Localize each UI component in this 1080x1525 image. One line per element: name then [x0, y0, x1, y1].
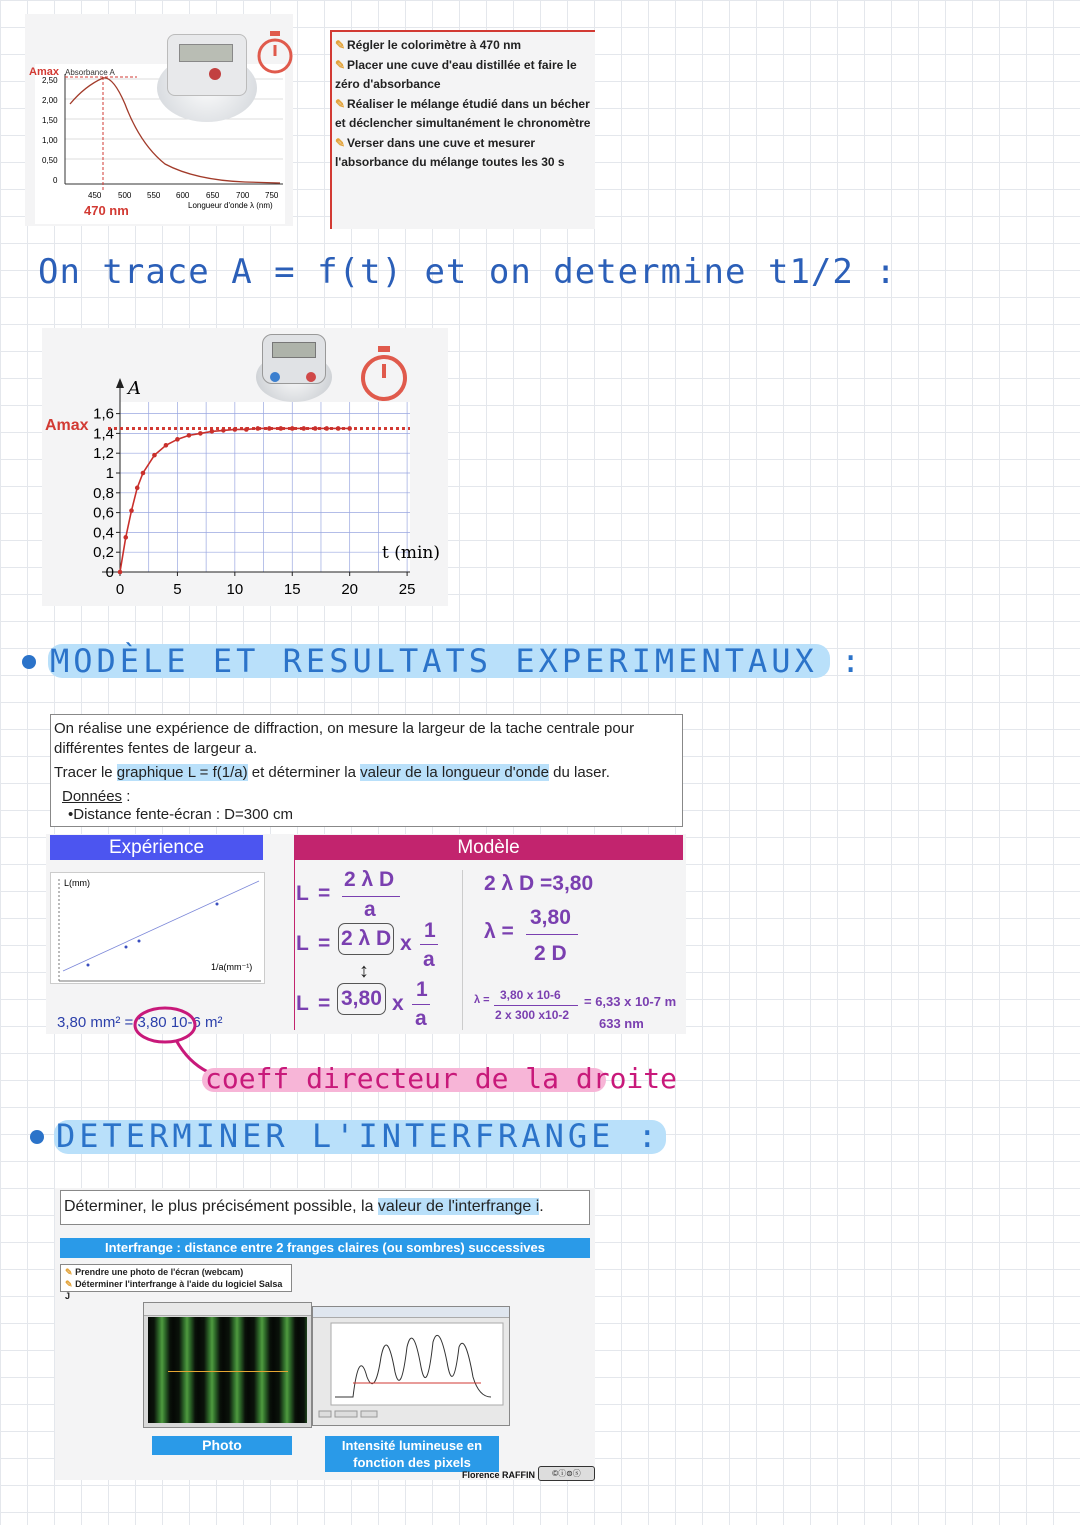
kinetics-ytick: 1,2 — [93, 445, 114, 463]
protocol-step: ✎ Régler le colorimètre à 470 nm — [335, 36, 591, 56]
spectrum-ytick: 0,50 — [42, 156, 58, 165]
heading-bullet — [22, 655, 36, 669]
spectrum-ytick: 1,50 — [42, 116, 58, 125]
fringe-photo — [148, 1317, 307, 1423]
tip-item: ✎ Prendre une photo de l'écran (webcam) — [65, 1267, 244, 1277]
experience-chart — [51, 873, 264, 983]
kinetics-point — [324, 426, 329, 431]
spectrum-ytick: 2,50 — [42, 76, 58, 85]
pencil-icon: ✎ — [335, 57, 346, 72]
kinetics-point — [256, 426, 261, 431]
spectrum-ytick: 0 — [53, 176, 58, 185]
kinetics-point — [347, 426, 352, 431]
kinetics-ytick: 0,4 — [93, 524, 114, 542]
kinetics-xtick: 20 — [341, 581, 359, 598]
kinetics-xtick: 15 — [283, 581, 301, 598]
experience-result: 3,80 mm² = 3,80 10-6 m² — [57, 1014, 223, 1031]
model-solution: 2 λ D =3,80 λ = 3,80 2 D λ = 3,80 x 10-6 2 x 300 x10-2 = 6,33 x 10-7 m 633 nm — [474, 872, 677, 1031]
interfrange-question: Déterminer, le plus précisément possible, la valeur de l'interfrange i. — [60, 1190, 590, 1225]
kinetics-point — [313, 426, 318, 431]
kinetics-point — [198, 431, 203, 436]
license-badge-icon: ©ⓘ⊜ⓢ — [538, 1466, 595, 1481]
kinetics-xtick: 25 — [398, 581, 416, 598]
spectrum-ylabel: Absorbance A — [65, 68, 115, 77]
spectrum-xtick: 650 — [206, 191, 220, 200]
experience-xlabel: 1/a(mm⁻¹) — [211, 962, 253, 972]
kinetics-xtick: 5 — [173, 581, 182, 598]
kinetics-point — [233, 427, 238, 432]
spectrum-xtick: 550 — [147, 191, 161, 200]
exercise-donnees: Données : — [62, 788, 131, 805]
kinetics-point — [187, 433, 192, 438]
kinetics-point — [244, 427, 249, 432]
kinetics-point — [336, 426, 341, 431]
kinetics-point — [210, 429, 215, 434]
interfrange-tips — [60, 1264, 292, 1301]
boxed-coefficient: 2 λ D — [338, 923, 394, 955]
kinetics-xtick: 10 — [226, 581, 244, 598]
kinetics-point — [278, 426, 283, 431]
tip-item: ✎ Déterminer l'interfrange à l'aide du logiciel Salsa J — [65, 1279, 283, 1301]
kinetics-chart — [42, 328, 448, 606]
kinetics-point — [164, 443, 169, 448]
experience-ylabel: L(mm) — [64, 878, 90, 888]
kinetics-point — [141, 471, 146, 476]
spectrum-xlabel: Longueur d'onde λ (nm) — [188, 201, 273, 210]
kinetics-ytick: 0,8 — [93, 484, 114, 502]
exercise-box — [50, 714, 683, 827]
spectrum-ytick: 2,00 — [42, 96, 58, 105]
heading-interfrange: DETERMINER L'INTERFRANGE : — [56, 1117, 661, 1155]
protocol-panel — [330, 30, 595, 229]
spectrum-peak-label: 470 nm — [84, 203, 129, 218]
handwritten-note-1: On trace A = f(t) et on determine t1/2 : — [38, 252, 897, 292]
pencil-icon: ✎ — [335, 135, 346, 150]
model-equations: L = 2 λ D a L = 2 λ D x 1 a ↕ L = 3,80 x 1 a — [296, 866, 462, 1031]
protocol-step: ✎ Réaliser le mélange étudié dans un bécher et déclencher simultanément le chronomètre — [335, 96, 591, 130]
pencil-icon: ✎ — [65, 1279, 73, 1289]
intensity-label: Intensité lumineuse en fonction des pixels — [325, 1436, 499, 1472]
kinetics-panel — [42, 328, 448, 606]
kinetics-point — [152, 453, 157, 458]
kinetics-point — [267, 426, 272, 431]
kinetics-point — [290, 426, 295, 431]
kinetics-point — [118, 570, 123, 575]
stopwatch-icon — [253, 28, 297, 76]
spectrum-xtick: 750 — [265, 191, 279, 200]
double-arrow-icon: ↕ — [359, 960, 369, 982]
experience-header: Expérience — [50, 835, 263, 860]
exercise-distance: •Distance fente-écran : D=300 cm — [68, 806, 293, 823]
kinetics-point — [135, 486, 140, 491]
kinetics-point — [221, 428, 226, 433]
model-divider — [294, 860, 295, 1030]
kinetics-ytick: 1 — [105, 465, 114, 482]
kinetics-ytick: 0,2 — [93, 544, 114, 562]
pencil-icon: ✎ — [335, 96, 346, 111]
spectrum-panel — [25, 14, 293, 226]
fringe-photo-window — [143, 1302, 312, 1428]
spectrum-xtick: 500 — [118, 191, 132, 200]
kinetics-amax: Amax — [45, 417, 89, 434]
colorimeter-illustration — [157, 30, 257, 122]
kinetics-ylabel: A — [128, 378, 141, 399]
kinetics-ytick: 0 — [105, 564, 114, 581]
kinetics-point — [129, 508, 134, 513]
kinetics-ytick: 0,6 — [93, 504, 114, 522]
pencil-icon: ✎ — [335, 38, 346, 52]
intensity-profile-chart — [313, 1317, 509, 1425]
experience-graph — [50, 872, 265, 984]
model-header: Modèle — [294, 835, 683, 860]
kinetics-point — [175, 437, 180, 442]
pencil-icon: ✎ — [65, 1267, 73, 1277]
boxed-value: 3,80 — [337, 983, 386, 1015]
heading-model-results-text: MODÈLE ET RESULTATS EXPERIMENTAUX : — [50, 642, 865, 680]
exercise-line-2: différentes fentes de largeur a. — [54, 740, 258, 757]
spectrum-amax: Amax — [29, 66, 59, 78]
model-divider-2 — [462, 870, 463, 1030]
interfrange-definition: Interfrange : distance entre 2 franges claires (ou sombres) successives — [60, 1238, 590, 1258]
protocol-list — [332, 32, 595, 173]
protocol-step: ✎ Verser dans une cuve et mesurer l'absorbance du mélange toutes les 30 s — [335, 135, 565, 169]
spectrum-xtick: 600 — [176, 191, 190, 200]
exercise-line-3: Tracer le graphique L = f(1/a) et déterminer la valeur de la longueur d'onde du laser. — [54, 764, 610, 781]
spectrum-ytick: 1,00 — [42, 136, 58, 145]
spectrum-xtick: 700 — [236, 191, 250, 200]
exercise-line-1: On réalise une expérience de diffraction, on mesure la largeur de la tache centrale pour — [54, 720, 635, 737]
handwritten-note-2: coeff directeur de la droite — [205, 1062, 678, 1095]
heading-bullet — [30, 1130, 44, 1144]
photo-label: Photo — [152, 1436, 292, 1455]
kinetics-point — [301, 426, 306, 431]
intensity-profile-window — [312, 1306, 510, 1426]
kinetics-point — [123, 535, 128, 540]
kinetics-ytick: 1,6 — [93, 405, 114, 423]
protocol-step: ✎ Placer une cuve d'eau distillée et faire le zéro d'absorbance — [335, 57, 577, 91]
spectrum-xtick: 450 — [88, 191, 102, 200]
circled-value: 3,80 — [137, 1014, 167, 1031]
author-credit: Florence RAFFIN — [462, 1470, 536, 1480]
kinetics-xlabel: t (min) — [382, 543, 441, 563]
kinetics-xtick: 0 — [115, 581, 125, 598]
kinetics-ytick: 1,4 — [93, 425, 114, 443]
